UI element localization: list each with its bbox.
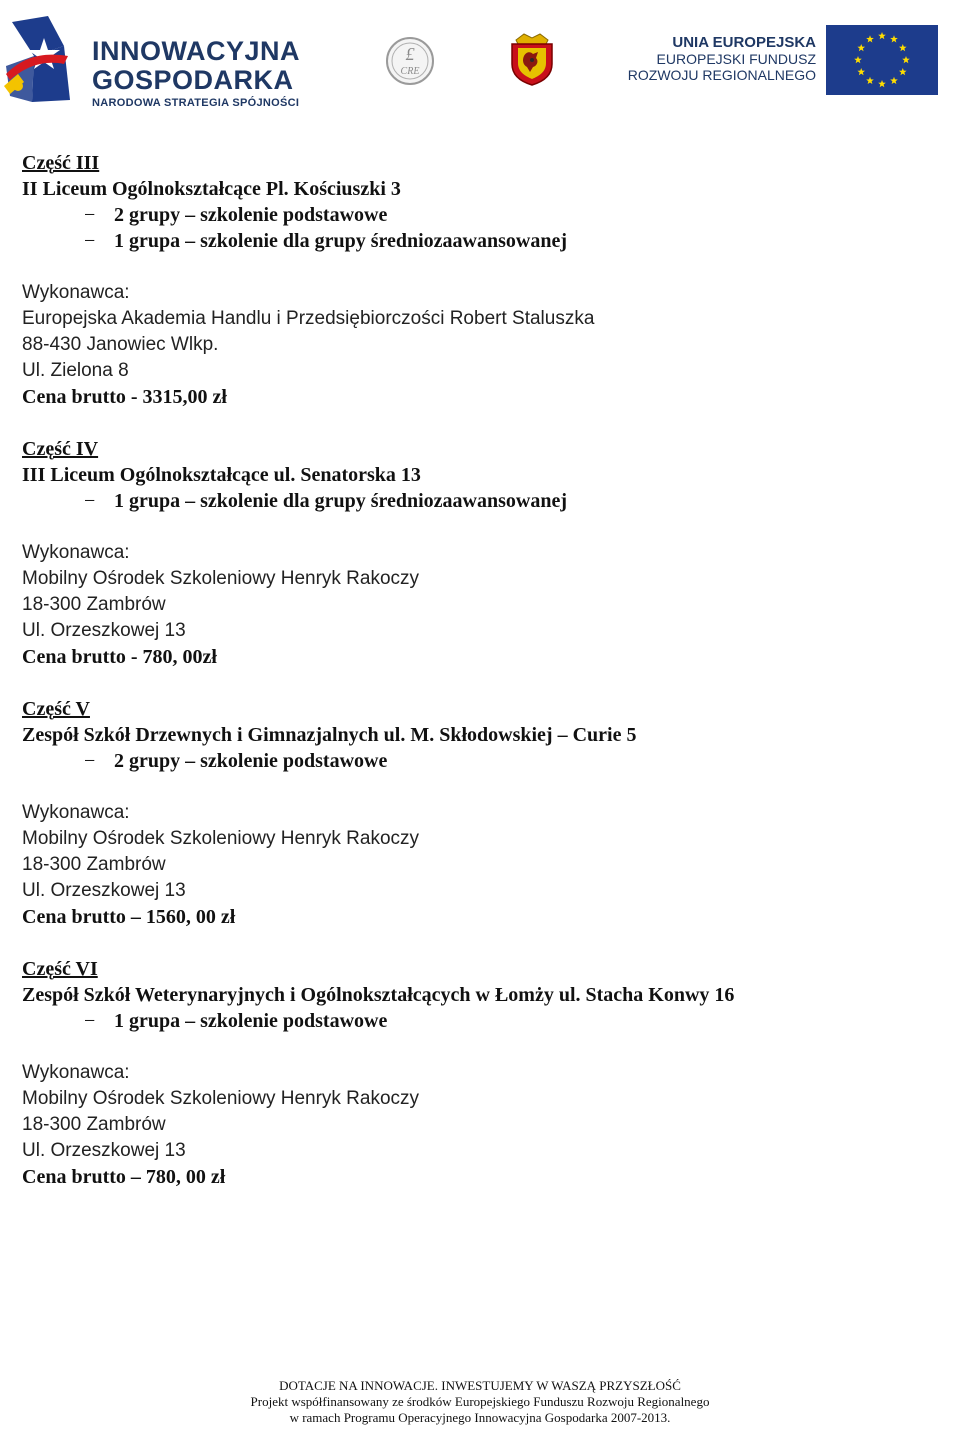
group-item: − 2 grupy – szkolenie podstawowe [22,202,942,228]
contractor-city: 18-300 Zambrów [22,1114,166,1135]
group-list [22,1008,942,1034]
footer-cofinancing: Projekt współfinansowany ze środków Europejskiego Funduszu Rozwoju Regionalnego [250,1394,710,1409]
eu-flag-logo [826,25,938,95]
cre-coin-icon [385,36,435,86]
section-part-4 [22,436,942,670]
document-content [22,150,942,1216]
school-name: III Liceum Ogólnokształcące ul. Senatorska 13 [22,464,421,486]
page-header [0,0,960,110]
gross-price: Cena brutto - 3315,00 zł [22,386,227,408]
ue-line1: UNIA EUROPEJSKA [672,34,816,51]
group-item: − 1 grupa – szkolenie podstawowe [22,1008,942,1034]
contractor-city: 88-430 Janowiec Wlkp. [22,334,219,355]
school-name: II Liceum Ogólnokształcące Pl. Kościuszki 3 [22,178,401,200]
contractor-street: Ul. Orzeszkowej 13 [22,1140,186,1161]
page-footer [0,1378,960,1426]
contractor-label: Wykonawca: [22,282,130,303]
school-name: Zespół Szkół Weterynaryjnych i Ogólnokształcących w Łomży ul. Stacha Konwy 16 [22,984,735,1006]
section-title: Część III [22,152,100,174]
ig-line1: INNOWACYJNA [92,36,301,66]
section-title: Część VI [22,958,98,980]
section-part-3 [22,150,942,410]
gross-price: Cena brutto - 780, 00zł [22,646,217,668]
gross-price: Cena brutto – 780, 00 zł [22,1166,226,1188]
contractor-street: Ul. Orzeszkowej 13 [22,620,186,641]
ue-wordmark [626,34,816,83]
contractor-city: 18-300 Zambrów [22,854,166,875]
group-item: − 1 grupa – szkolenie dla grupy średniozaawansowanej [22,228,942,254]
section-part-6 [22,956,942,1190]
ue-line3: ROZWOJU REGIONALNEGO [627,67,816,84]
group-list [22,202,942,254]
ig-wordmark [92,38,300,109]
contractor-label: Wykonawca: [22,542,130,563]
contractor-label: Wykonawca: [22,802,130,823]
coat-of-arms-icon [506,30,558,86]
svg-text:£: £ [405,44,415,64]
eu-flag-icon [826,25,938,95]
section-part-5 [22,696,942,930]
footer-programme: w ramach Programu Operacyjnego Innowacyjna Gospodarka 2007-2013. [289,1410,671,1425]
cre-text: CRE [400,66,420,77]
lomza-crest-logo [506,30,558,86]
contractor-name: Mobilny Ośrodek Szkoleniowy Henryk Rakoczy [22,828,420,849]
contractor-name: Mobilny Ośrodek Szkoleniowy Henryk Rakoczy [22,1088,420,1109]
contractor-street: Ul. Zielona 8 [22,360,129,381]
contractor-city: 18-300 Zambrów [22,594,166,615]
section-title: Część IV [22,438,99,460]
innowacyjna-gospodarka-logo [4,16,334,109]
footer-slogan: DOTACJE NA INNOWACJE. INWESTUJEMY W WASZĄ PRZYSZŁOŚĆ [279,1378,681,1393]
contractor-name: Europejska Akademia Handlu i Przedsiębiorczości Robert Staluszka [22,308,595,329]
contractor-name: Mobilny Ośrodek Szkoleniowy Henryk Rakoczy [22,568,420,589]
school-name: Zespół Szkół Drzewnych i Gimnazjalnych ul. M. Skłodowskiej – Curie 5 [22,724,637,746]
ig-line2: GOSPODARKA [92,65,294,95]
section-title: Część V [22,698,90,720]
ig-emblem-icon [4,16,88,104]
cre-logo [385,36,435,86]
group-list [22,488,942,514]
gross-price: Cena brutto – 1560, 00 zł [22,906,236,928]
contractor-label: Wykonawca: [22,1062,130,1083]
group-item: − 2 grupy – szkolenie podstawowe [22,748,942,774]
ig-line3: NARODOWA STRATEGIA SPÓJNOŚCI [92,97,300,109]
contractor-street: Ul. Orzeszkowej 13 [22,880,186,901]
group-list [22,748,942,774]
ue-line2: EUROPEJSKI FUNDUSZ [656,51,816,68]
group-item: − 1 grupa – szkolenie dla grupy średniozaawansowanej [22,488,942,514]
